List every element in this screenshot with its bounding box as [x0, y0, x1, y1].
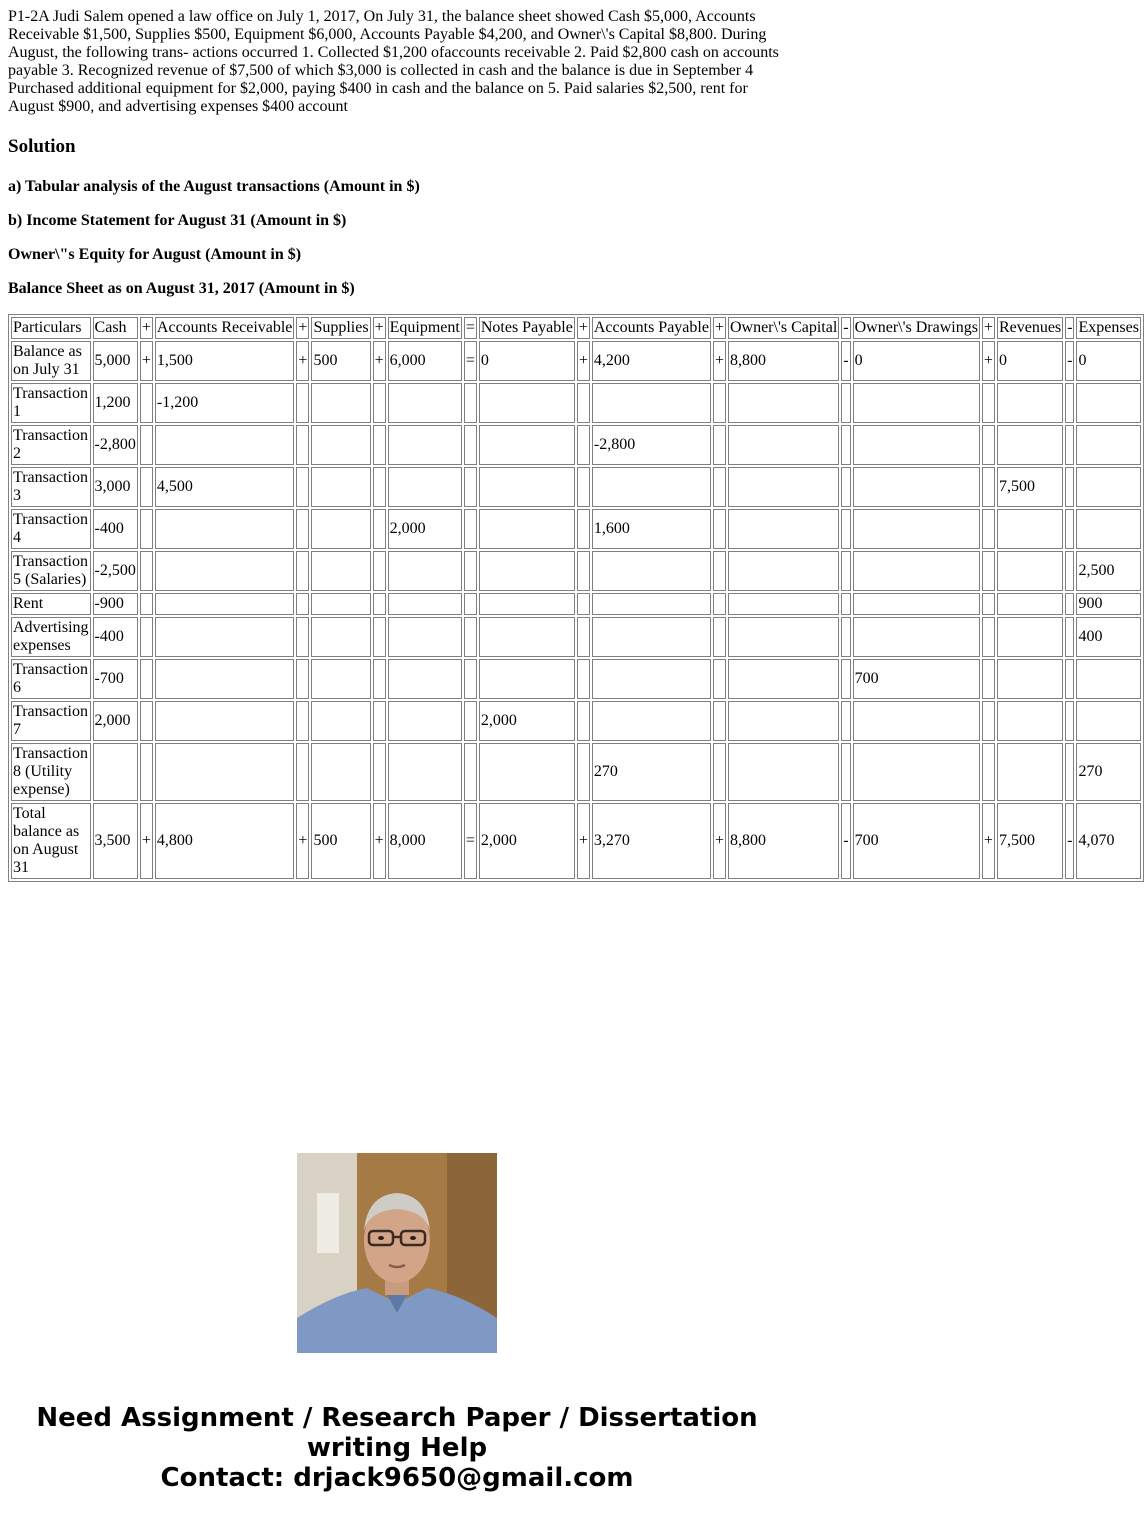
- table-cell: [296, 701, 309, 741]
- table-cell: [841, 509, 850, 549]
- table-cell: [997, 701, 1063, 741]
- table-cell: [296, 509, 309, 549]
- table-cell: -2,500: [93, 551, 138, 591]
- table-cell: -: [841, 341, 850, 381]
- table-cell: 7,500: [997, 803, 1063, 879]
- table-cell: [464, 509, 477, 549]
- table-cell: [373, 659, 386, 699]
- table-row: [11, 341, 1141, 381]
- row-label-cell: Transaction 7: [11, 701, 91, 741]
- header-cell: Notes Payable: [479, 317, 575, 339]
- table-cell: [997, 509, 1063, 549]
- table-cell: [155, 509, 295, 549]
- table-cell: [140, 509, 153, 549]
- table-cell: [140, 617, 153, 657]
- table-cell: [853, 593, 980, 615]
- table-cell: [155, 593, 295, 615]
- table-cell: 700: [853, 803, 980, 879]
- table-cell: [728, 659, 839, 699]
- table-header-row: [11, 317, 1141, 339]
- table-cell: [841, 743, 850, 801]
- table-cell: [388, 701, 462, 741]
- table-cell: 3,270: [592, 803, 711, 879]
- table-cell: [155, 743, 295, 801]
- table-cell: 0: [997, 341, 1063, 381]
- table-cell: [841, 425, 850, 465]
- row-label-cell: Transaction 1: [11, 383, 91, 423]
- table-cell: [841, 383, 850, 423]
- header-cell: =: [464, 317, 477, 339]
- table-cell: [1076, 425, 1140, 465]
- table-cell: [464, 659, 477, 699]
- table-cell: [592, 617, 711, 657]
- row-label-cell: Transaction 2: [11, 425, 91, 465]
- table-cell: +: [713, 341, 726, 381]
- row-label-cell: Rent: [11, 593, 91, 615]
- table-cell: 270: [1076, 743, 1140, 801]
- header-cell: +: [140, 317, 153, 339]
- section-d-heading: Balance Sheet as on August 31, 2017 (Amount in $): [8, 280, 355, 297]
- table-cell: [997, 551, 1063, 591]
- table-cell: [728, 593, 839, 615]
- table-cell: -900: [93, 593, 138, 615]
- header-cell: Owner\'s Capital: [728, 317, 839, 339]
- header-cell: Equipment: [388, 317, 462, 339]
- header-cell: +: [577, 317, 590, 339]
- table-cell: [479, 467, 575, 507]
- table-cell: [853, 701, 980, 741]
- table-cell: 0: [479, 341, 575, 381]
- table-cell: [140, 743, 153, 801]
- table-cell: [853, 467, 980, 507]
- table-cell: 270: [592, 743, 711, 801]
- table-cell: [1076, 383, 1140, 423]
- promo-banner: [0, 1403, 794, 1493]
- section-b-heading: b) Income Statement for August 31 (Amount in $): [8, 212, 347, 229]
- table-cell: -2,800: [93, 425, 138, 465]
- table-cell: 8,800: [728, 341, 839, 381]
- section-a-heading: a) Tabular analysis of the August transactions (Amount in $): [8, 178, 420, 195]
- table-cell: -2,800: [592, 425, 711, 465]
- table-row: [11, 743, 1141, 801]
- table-cell: 400: [1076, 617, 1140, 657]
- table-cell: 2,000: [93, 701, 138, 741]
- table-cell: [388, 743, 462, 801]
- header-cell: Supplies: [311, 317, 370, 339]
- table-cell: =: [464, 803, 477, 879]
- table-cell: [311, 467, 370, 507]
- table-cell: [728, 551, 839, 591]
- table-cell: [577, 509, 590, 549]
- table-cell: [997, 659, 1063, 699]
- table-cell: 8,000: [388, 803, 462, 879]
- table-cell: +: [296, 341, 309, 381]
- table-cell: [296, 425, 309, 465]
- table-cell: [479, 743, 575, 801]
- table-cell: [982, 467, 995, 507]
- table-cell: 700: [853, 659, 980, 699]
- table-cell: [388, 383, 462, 423]
- header-cell: Revenues: [997, 317, 1063, 339]
- table-cell: [155, 659, 295, 699]
- table-cell: [997, 617, 1063, 657]
- header-cell: Owner\'s Drawings: [853, 317, 980, 339]
- table-cell: [155, 701, 295, 741]
- table-cell: [479, 509, 575, 549]
- table-cell: +: [140, 341, 153, 381]
- table-cell: [1065, 743, 1074, 801]
- table-cell: [713, 551, 726, 591]
- table-cell: 2,000: [479, 701, 575, 741]
- table-cell: [1065, 551, 1074, 591]
- table-cell: [577, 593, 590, 615]
- table-cell: [982, 701, 995, 741]
- table-row: [11, 617, 1141, 657]
- table-cell: [982, 743, 995, 801]
- page-content: [8, 8, 1139, 882]
- table-cell: [577, 701, 590, 741]
- table-cell: -700: [93, 659, 138, 699]
- table-cell: [853, 617, 980, 657]
- table-cell: [841, 551, 850, 591]
- table-cell: [592, 659, 711, 699]
- header-cell: -: [1065, 317, 1074, 339]
- row-label-cell: Transaction 3: [11, 467, 91, 507]
- table-cell: [853, 425, 980, 465]
- table-row: [11, 803, 1141, 879]
- table-cell: [841, 617, 850, 657]
- table-cell: [1065, 659, 1074, 699]
- table-cell: 0: [1076, 341, 1140, 381]
- table-cell: +: [577, 341, 590, 381]
- table-cell: [713, 659, 726, 699]
- table-cell: [577, 659, 590, 699]
- table-cell: [997, 593, 1063, 615]
- table-cell: [1065, 617, 1074, 657]
- table-cell: [311, 551, 370, 591]
- table-cell: [728, 617, 839, 657]
- table-cell: [728, 743, 839, 801]
- table-cell: [841, 593, 850, 615]
- table-cell: [713, 593, 726, 615]
- table-row: [11, 659, 1141, 699]
- table-cell: 1,600: [592, 509, 711, 549]
- row-label-cell: Total balance as on August 31: [11, 803, 91, 879]
- solution-heading: Solution: [8, 136, 76, 157]
- table-cell: [296, 551, 309, 591]
- table-cell: +: [373, 341, 386, 381]
- table-cell: -400: [93, 509, 138, 549]
- table-cell: 0: [853, 341, 980, 381]
- table-cell: [1065, 383, 1074, 423]
- table-cell: [577, 467, 590, 507]
- table-cell: [592, 593, 711, 615]
- table-cell: [1076, 659, 1140, 699]
- transactions-table: [8, 314, 1144, 882]
- table-cell: -400: [93, 617, 138, 657]
- table-cell: [464, 551, 477, 591]
- table-cell: +: [373, 803, 386, 879]
- table-cell: 6,000: [388, 341, 462, 381]
- table-cell: =: [464, 341, 477, 381]
- header-cell: Particulars: [11, 317, 91, 339]
- table-cell: [982, 383, 995, 423]
- table-cell: [982, 509, 995, 549]
- table-cell: [464, 617, 477, 657]
- table-cell: [997, 743, 1063, 801]
- table-cell: [1065, 593, 1074, 615]
- table-cell: [388, 551, 462, 591]
- table-cell: -: [1065, 341, 1074, 381]
- table-cell: [997, 425, 1063, 465]
- table-cell: [841, 701, 850, 741]
- table-cell: [311, 743, 370, 801]
- table-cell: [728, 383, 839, 423]
- table-cell: [296, 383, 309, 423]
- table-cell: [728, 701, 839, 741]
- header-cell: Expenses: [1076, 317, 1140, 339]
- table-cell: -1,200: [155, 383, 295, 423]
- row-label-cell: Transaction 5 (Salaries): [11, 551, 91, 591]
- table-cell: 5,000: [93, 341, 138, 381]
- table-row: [11, 383, 1141, 423]
- table-cell: -: [841, 803, 850, 879]
- header-cell: +: [373, 317, 386, 339]
- table-cell: [373, 383, 386, 423]
- table-cell: [997, 383, 1063, 423]
- table-cell: [713, 467, 726, 507]
- table-cell: 4,200: [592, 341, 711, 381]
- table-cell: [841, 659, 850, 699]
- table-cell: [713, 743, 726, 801]
- section-c-heading: Owner\"s Equity for August (Amount in $): [8, 246, 302, 263]
- table-cell: [577, 551, 590, 591]
- table-cell: [373, 467, 386, 507]
- table-cell: +: [577, 803, 590, 879]
- table-cell: [311, 383, 370, 423]
- row-label-cell: Transaction 8 (Utility expense): [11, 743, 91, 801]
- table-row: [11, 551, 1141, 591]
- table-cell: [464, 383, 477, 423]
- table-cell: 4,070: [1076, 803, 1140, 879]
- header-cell: -: [841, 317, 850, 339]
- table-cell: [577, 743, 590, 801]
- table-cell: [713, 425, 726, 465]
- table-cell: [155, 425, 295, 465]
- table-cell: [982, 593, 995, 615]
- table-cell: [464, 743, 477, 801]
- table-cell: [311, 701, 370, 741]
- table-cell: [373, 551, 386, 591]
- table-cell: +: [713, 803, 726, 879]
- table-cell: [373, 743, 386, 801]
- table-cell: [93, 743, 138, 801]
- table-cell: [713, 509, 726, 549]
- table-cell: [373, 509, 386, 549]
- table-cell: [140, 383, 153, 423]
- table-cell: [592, 701, 711, 741]
- table-cell: [140, 425, 153, 465]
- table-cell: [296, 467, 309, 507]
- table-row: [11, 467, 1141, 507]
- table-cell: [311, 593, 370, 615]
- table-cell: [853, 743, 980, 801]
- promo-contact: Contact: drjack9650@gmail.com: [160, 1463, 634, 1493]
- table-cell: 900: [1076, 593, 1140, 615]
- table-cell: [982, 659, 995, 699]
- header-cell: +: [982, 317, 995, 339]
- table-cell: [713, 383, 726, 423]
- table-cell: [140, 551, 153, 591]
- table-cell: 500: [311, 803, 370, 879]
- table-cell: +: [982, 803, 995, 879]
- header-cell: Accounts Receivable: [155, 317, 295, 339]
- table-cell: [155, 617, 295, 657]
- table-cell: [373, 701, 386, 741]
- table-cell: 4,800: [155, 803, 295, 879]
- author-portrait-image: [297, 1153, 497, 1353]
- table-cell: 3,000: [93, 467, 138, 507]
- table-cell: 7,500: [997, 467, 1063, 507]
- table-cell: [479, 659, 575, 699]
- table-cell: +: [982, 341, 995, 381]
- table-cell: [728, 509, 839, 549]
- table-cell: [728, 425, 839, 465]
- table-cell: [373, 593, 386, 615]
- table-cell: [592, 467, 711, 507]
- table-cell: [982, 551, 995, 591]
- table-cell: [1065, 701, 1074, 741]
- table-cell: [1076, 509, 1140, 549]
- table-row: [11, 509, 1141, 549]
- table-cell: [479, 551, 575, 591]
- table-cell: [592, 551, 711, 591]
- table-cell: [577, 425, 590, 465]
- table-cell: 2,000: [388, 509, 462, 549]
- table-cell: [479, 383, 575, 423]
- table-cell: 1,500: [155, 341, 295, 381]
- table-cell: [388, 467, 462, 507]
- table-cell: [728, 467, 839, 507]
- table-cell: [1076, 701, 1140, 741]
- table-cell: [592, 383, 711, 423]
- table-cell: [464, 467, 477, 507]
- row-label-cell: Advertising expenses: [11, 617, 91, 657]
- table-cell: [982, 425, 995, 465]
- table-cell: [577, 617, 590, 657]
- table-cell: 2,000: [479, 803, 575, 879]
- table-cell: [713, 701, 726, 741]
- table-cell: -: [1065, 803, 1074, 879]
- row-label-cell: Transaction 4: [11, 509, 91, 549]
- table-cell: [853, 509, 980, 549]
- table-cell: [464, 425, 477, 465]
- table-cell: [311, 659, 370, 699]
- table-cell: [982, 617, 995, 657]
- table-cell: [479, 425, 575, 465]
- table-cell: [1065, 509, 1074, 549]
- table-cell: [388, 617, 462, 657]
- table-cell: [853, 383, 980, 423]
- table-cell: [479, 593, 575, 615]
- header-cell: +: [713, 317, 726, 339]
- table-row: [11, 593, 1141, 615]
- question-text: P1-2A Judi Salem opened a law office on July 1, 2017, On July 31, the balance sheet showed Cash $5,000, Accounts Receivable $1,500, Supplies $500, Equipment $6,000, Accounts Payable $4,200, and Owner\'s Capital $8,800. During August, the following trans- actions occurred 1. Collected $1,200 ofaccounts receivable 2. Paid $2,800 cash on accounts payable 3. Recognized revenue of $7,500 of which $3,000 is collected in cash and the balance is due in September 4 Purchased additional equipment for $2,000, paying $400 in cash and the balance on 5. Paid salaries $2,500, rent for August $900, and advertising expenses $400 account: [8, 8, 779, 115]
- table-cell: [713, 617, 726, 657]
- table-cell: [296, 593, 309, 615]
- table-cell: +: [140, 803, 153, 879]
- table-cell: 1,200: [93, 383, 138, 423]
- table-cell: [1076, 467, 1140, 507]
- row-label-cell: Balance as on July 31: [11, 341, 91, 381]
- table-cell: [577, 383, 590, 423]
- table-cell: [388, 425, 462, 465]
- table-cell: 2,500: [1076, 551, 1140, 591]
- table-cell: [140, 701, 153, 741]
- table-cell: [140, 659, 153, 699]
- table-cell: [1065, 467, 1074, 507]
- author-avatar: [297, 1153, 497, 1353]
- table-cell: 3,500: [93, 803, 138, 879]
- table-cell: +: [296, 803, 309, 879]
- table-cell: [373, 617, 386, 657]
- header-cell: Cash: [93, 317, 138, 339]
- table-cell: [479, 617, 575, 657]
- table-cell: 4,500: [155, 467, 295, 507]
- table-cell: [464, 593, 477, 615]
- promo-line-1: Need Assignment / Research Paper / Dissertation: [36, 1403, 758, 1433]
- table-cell: [311, 425, 370, 465]
- table-cell: [373, 425, 386, 465]
- table-cell: [841, 467, 850, 507]
- table-cell: [140, 593, 153, 615]
- table-cell: 500: [311, 341, 370, 381]
- table-cell: 8,800: [728, 803, 839, 879]
- table-cell: [296, 617, 309, 657]
- table-cell: [388, 659, 462, 699]
- table-row: [11, 701, 1141, 741]
- table-cell: [1065, 425, 1074, 465]
- table-cell: [853, 551, 980, 591]
- table-cell: [296, 659, 309, 699]
- table-cell: [311, 509, 370, 549]
- table-cell: [311, 617, 370, 657]
- row-label-cell: Transaction 6: [11, 659, 91, 699]
- table-row: [11, 425, 1141, 465]
- table-cell: [296, 743, 309, 801]
- table-cell: [464, 701, 477, 741]
- header-cell: Accounts Payable: [592, 317, 711, 339]
- table-cell: [388, 593, 462, 615]
- header-cell: +: [296, 317, 309, 339]
- table-cell: [140, 467, 153, 507]
- promo-line-2: writing Help: [306, 1433, 488, 1463]
- table-cell: [155, 551, 295, 591]
